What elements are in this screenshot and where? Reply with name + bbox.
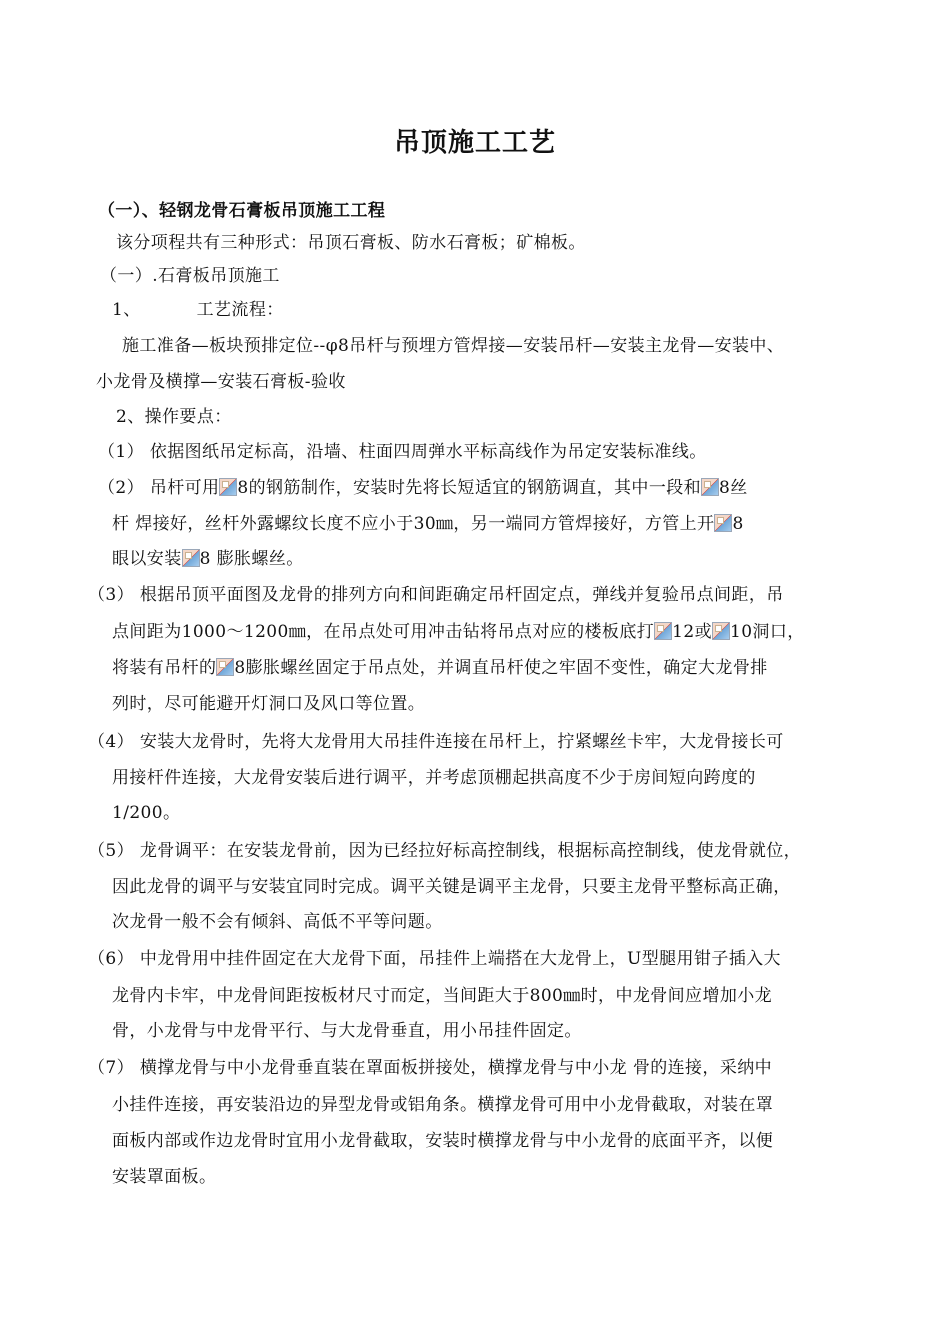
item-4-line: 用接杆件连接，大龙骨安装后进行调平，并考虑顶棚起拱高度不少于房间短向跨度的 bbox=[112, 768, 756, 788]
item-3-text: 8膨胀螺丝固定于吊点处，并调直吊杆使之牢固不变性，确定大龙骨排 bbox=[234, 658, 768, 678]
item-6-line: 龙骨内卡牢，中龙骨间距按板材尺寸而定，当间距大于800㎜时，中龙骨间应增加小龙 bbox=[112, 986, 773, 1006]
item-1: （1） 依据图纸吊定标高，沿墙、柱面四周弹水平标高线作为吊定安装标准线。 bbox=[98, 442, 707, 462]
broken-image-icon bbox=[219, 478, 237, 496]
intro-paragraph: 该分项程共有三种形式：吊顶石膏板、防水石膏板；矿棉板。 bbox=[116, 233, 586, 253]
flow-text-line: 施工准备—板块预排定位--φ8吊杆与预埋方管焊接—安装吊杆—安装主龙骨—安装中、 bbox=[122, 336, 785, 356]
subsection-heading: （一）.石膏板吊顶施工 bbox=[100, 266, 280, 286]
section-heading: （一）、轻钢龙骨石膏板吊顶施工工程 bbox=[98, 201, 386, 221]
item-2-text: 8丝 bbox=[719, 478, 748, 498]
ops-heading: 2、操作要点： bbox=[116, 407, 232, 427]
item-6-line: 骨，小龙骨与中龙骨平行、与大龙骨垂直，用小吊挂件固定。 bbox=[112, 1021, 582, 1041]
broken-image-icon bbox=[182, 549, 200, 567]
item-2-line bbox=[112, 512, 744, 536]
broken-image-icon bbox=[701, 478, 719, 496]
item-3-text: 点间距为1000～1200㎜，在吊点处可用冲击钻将吊点对应的楼板底打 bbox=[112, 622, 655, 642]
page-title: 吊顶施工工艺 bbox=[393, 128, 556, 158]
item-5-line: 因此龙骨的调平与安装宜同时完成。调平关键是调平主龙骨，只要主龙骨平整标高正确， bbox=[112, 877, 791, 897]
item-3-line: 列时，尽可能避开灯洞口及风口等位置。 bbox=[112, 694, 426, 714]
item-2-line bbox=[98, 476, 748, 500]
item-2-line bbox=[112, 547, 304, 571]
item-2-text: 8 膨胀螺丝。 bbox=[199, 549, 304, 569]
item-4-line: 1/200。 bbox=[112, 803, 181, 823]
flow-heading-text: 工艺流程： bbox=[196, 300, 284, 320]
item-3-line bbox=[112, 656, 768, 680]
flow-text-line: 小龙骨及横撑—安装石膏板-验收 bbox=[96, 372, 346, 392]
item-4-line: （4） 安装大龙骨时，先将大龙骨用大吊挂件连接在吊杆上，拧紧螺丝卡牢，大龙骨接长可 bbox=[88, 732, 784, 752]
broken-image-icon bbox=[654, 622, 672, 640]
broken-image-icon bbox=[216, 658, 234, 676]
flow-heading bbox=[112, 298, 284, 322]
item-6-line: （6） 中龙骨用中挂件固定在大龙骨下面，吊挂件上端搭在大龙骨上，U型腿用钳子插入大 bbox=[88, 949, 781, 969]
item-2-text: （2） 吊杆可用 bbox=[98, 478, 220, 498]
item-3-text: 10洞口， bbox=[729, 622, 805, 642]
item-5-line: （5） 龙骨调平：在安装龙骨前，因为已经拉好标高控制线，根据标高控制线，使龙骨就位， bbox=[88, 841, 802, 861]
item-7-line: 安装罩面板。 bbox=[112, 1167, 217, 1187]
item-2-text: 8的钢筋制作，安装时先将长短适宜的钢筋调直，其中一段和 bbox=[237, 478, 702, 498]
item-7-line: （7） 横撑龙骨与中小龙骨垂直装在罩面板拼接处，横撑龙骨与中小龙 骨的连接，采纳中 bbox=[88, 1058, 773, 1078]
broken-image-icon bbox=[712, 622, 730, 640]
item-5-line: 次龙骨一般不会有倾斜、高低不平等问题。 bbox=[112, 912, 443, 932]
item-3-text: 将装有吊杆的 bbox=[112, 658, 217, 678]
item-7-line: 面板内部或作边龙骨时宜用小龙骨截取，安装时横撑龙骨与中小龙骨的底面平齐，以便 bbox=[112, 1131, 774, 1151]
item-2-text: 8 bbox=[732, 514, 744, 534]
item-3-line: （3） 根据吊顶平面图及龙骨的排列方向和间距确定吊杆固定点，弹线并复验吊点间距，吊 bbox=[88, 585, 784, 605]
item-3-text: 12或 bbox=[672, 622, 712, 642]
flow-heading-number: 1、 bbox=[112, 300, 141, 320]
item-2-text: 眼以安装 bbox=[112, 549, 182, 569]
broken-image-icon bbox=[714, 514, 732, 532]
item-3-line bbox=[112, 620, 805, 644]
item-2-text: 杆 焊接好，丝杆外露螺纹长度不应小于30㎜，另一端同方管焊接好，方管上开 bbox=[112, 514, 715, 534]
item-7-line: 小挂件连接，再安装沿边的异型龙骨或铝角条。横撑龙骨可用中小龙骨截取，对装在罩 bbox=[112, 1095, 774, 1115]
